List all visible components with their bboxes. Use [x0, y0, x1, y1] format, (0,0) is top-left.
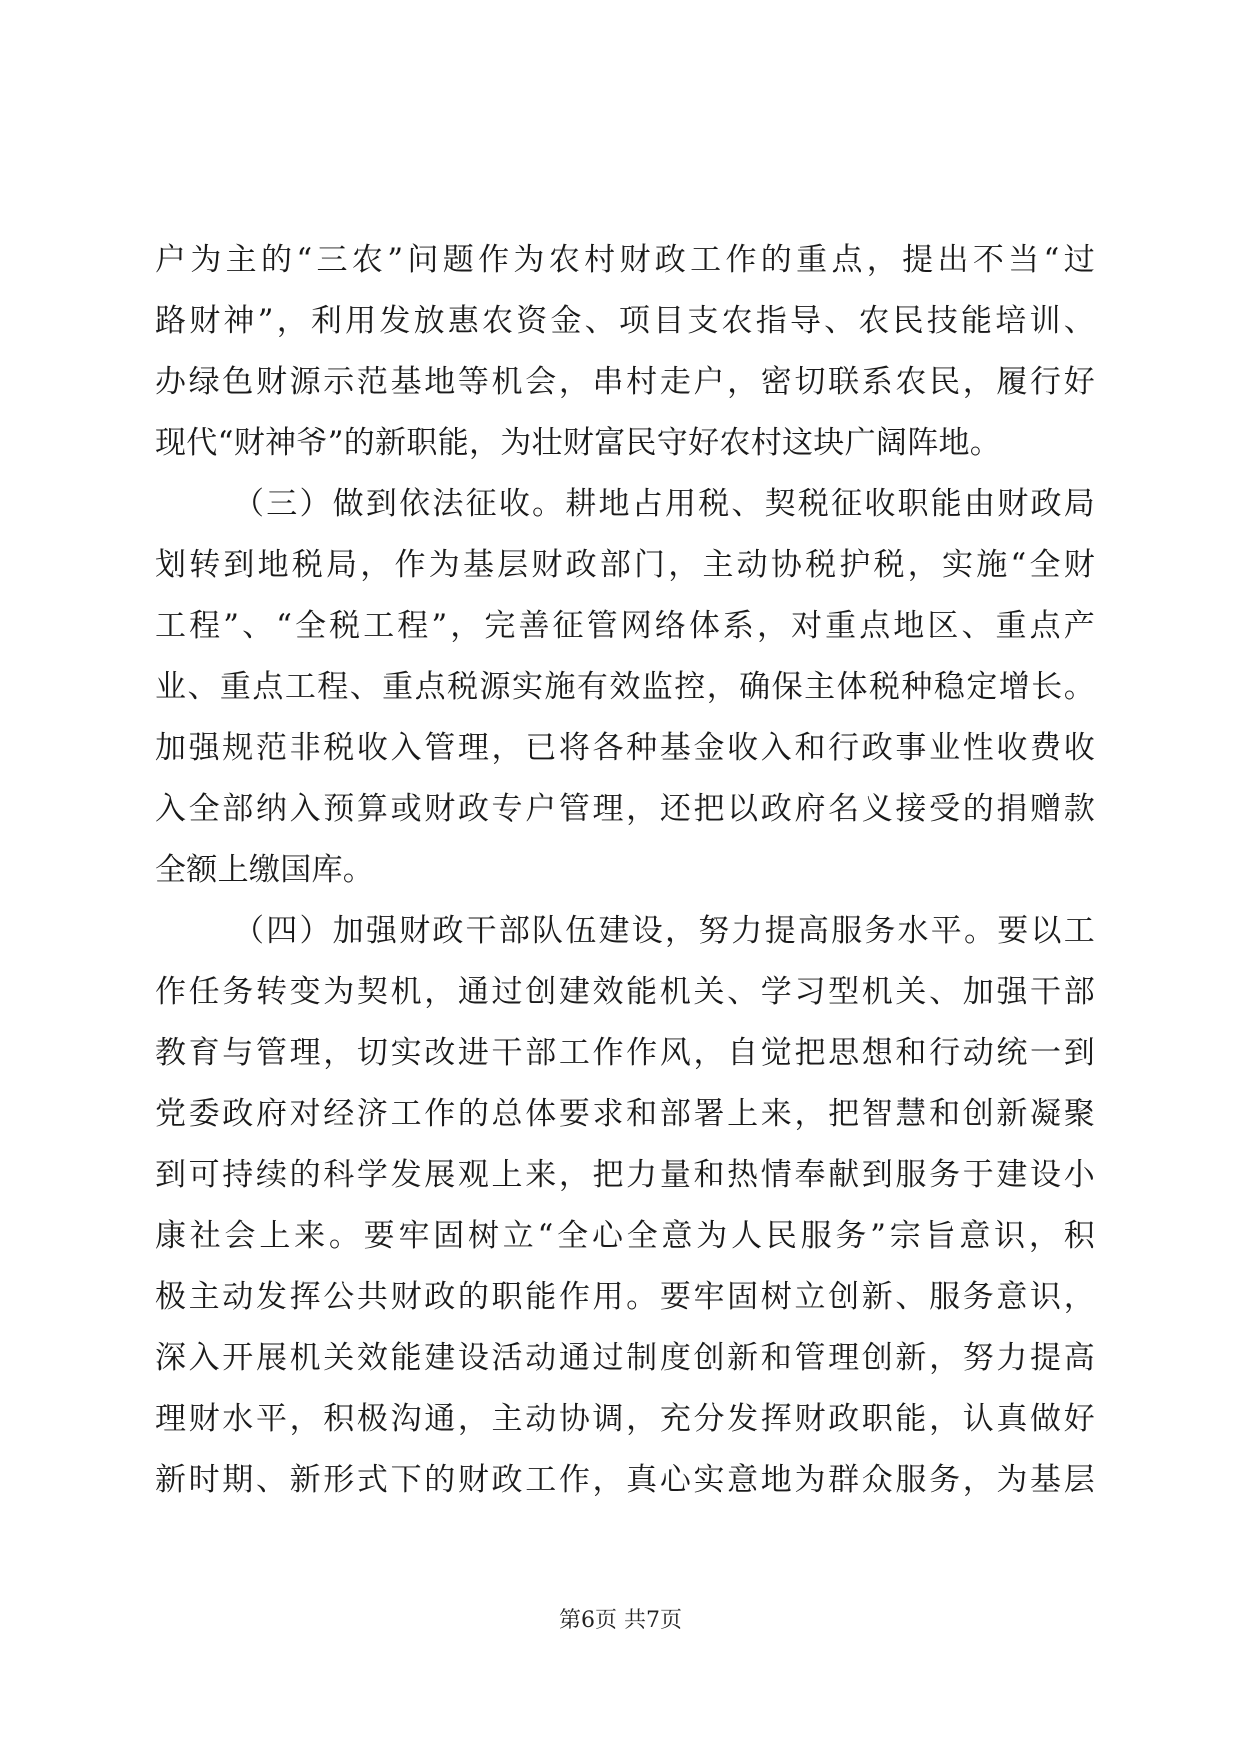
text-line: 极主动发挥公共财政的职能作用。要牢固树立创新、服务意识，: [155, 1279, 1095, 1315]
text-line: 办绿色财源示范基地等机会，串村走户，密切联系农民，履行好: [155, 364, 1095, 400]
text-line: 入全部纳入预算或财政专户管理，还把以政府名义接受的捐赠款: [155, 791, 1095, 827]
text-line: 深入开展机关效能建设活动通过制度创新和管理创新，努力提高: [155, 1340, 1095, 1376]
text-line: 党委政府对经济工作的总体要求和部署上来，把智慧和创新凝聚: [155, 1096, 1095, 1132]
text-line: 作任务转变为契机，通过创建效能机关、学习型机关、加强干部: [155, 974, 1095, 1010]
text-line: 划转到地税局，作为基层财政部门，主动协税护税，实施“全财: [155, 547, 1095, 583]
page-number-footer: 第6页 共7页: [559, 1608, 682, 1633]
text-line: 教育与管理，切实改进干部工作作风，自觉把思想和行动统一到: [155, 1035, 1095, 1071]
text-line: 理财水平，积极沟通，主动协调，充分发挥财政职能，认真做好: [155, 1401, 1095, 1437]
paragraph-heading-line: （三）做到依法征收。耕地占用税、契税征收职能由财政局: [233, 486, 1095, 522]
text-line: 新时期、新形式下的财政工作，真心实意地为群众服务，为基层: [155, 1462, 1095, 1498]
text-line: 户为主的“三农”问题作为农村财政工作的重点，提出不当“过: [155, 242, 1095, 278]
text-line: 加强规范非税收入管理，已将各种基金收入和行政事业性收费收: [155, 730, 1095, 766]
document-body: [155, 230, 1095, 1511]
text-line: 全额上缴国库。: [155, 852, 375, 888]
text-line: 业、重点工程、重点税源实施有效监控，确保主体税种稳定增长。: [155, 669, 1095, 705]
paragraph-heading-line: （四）加强财政干部队伍建设，努力提高服务水平。要以工: [233, 913, 1095, 949]
text-line: 康社会上来。要牢固树立“全心全意为人民服务”宗旨意识，积: [155, 1218, 1095, 1254]
text-line: 路财神”，利用发放惠农资金、项目支农指导、农民技能培训、: [155, 303, 1095, 339]
text-line: 工程”、“全税工程”，完善征管网络体系，对重点地区、重点产: [155, 608, 1095, 644]
text-line: 到可持续的科学发展观上来，把力量和热情奉献到服务于建设小: [155, 1157, 1095, 1193]
text-line: 现代“财神爷”的新职能，为壮财富民守好农村这块广阔阵地。: [155, 425, 1002, 461]
